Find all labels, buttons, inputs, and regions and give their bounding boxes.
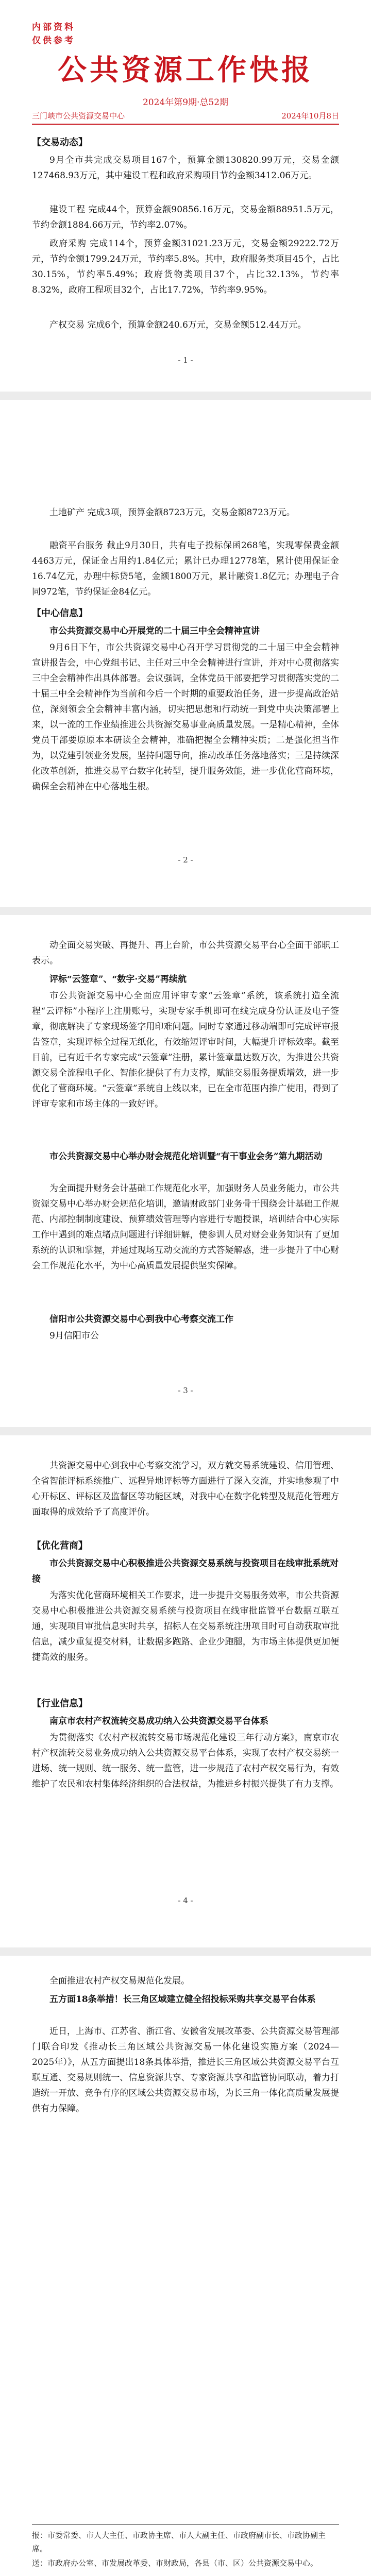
publisher-row <box>32 110 339 121</box>
paragraph: 9月信阳市公 <box>49 1331 99 1341</box>
publish-date: 2024年10月8日 <box>281 111 339 121</box>
article-heading: 信阳市公共资源交易中心到我中心考察交流工作 <box>49 1314 233 1325</box>
paragraph: 共资源交易中心到我中心考察交流学习，双方就交易系统建设、信用管理、全省智能评标系统推广、远程异地评标等方面进行了深入交流，并实地参观了中心开标区、评标区及监督区等功能区域，对我中心在数字化转型及规范化管理方面取得的成效给予了高度评价。 <box>32 1461 339 1517</box>
publisher: 三门峡市公共资源交易中心 <box>32 111 125 121</box>
paragraph: 9月全市共完成交易项目167个，预算金额130820.99万元，交易金额127468.93万元，其中建设工程和政府采购项目节约金额3412.06万元。 <box>32 155 339 181</box>
report-to: 报：市委常委、市人大主任、市政协主席、市人大副主任、市政府副市长、市政协副主席。 <box>32 2531 326 2553</box>
section-title: 【行业信息】 <box>32 1698 88 1709</box>
page-3 <box>0 922 371 1437</box>
page-number: - 3 - <box>178 1386 193 1395</box>
page-separator <box>0 907 371 915</box>
article-heading: 五方面18条举措！长三角区域建立健全招投标采购共享交易平台体系 <box>49 1994 316 2005</box>
page-5 <box>0 1958 371 2576</box>
paragraph: 全面推进农村产权交易规范化发展。 <box>49 1976 190 1986</box>
copy-to: 送：市政府办公室、市发展改革委、市财政局，各县（市、区）公共资源交易中心。 <box>32 2558 318 2568</box>
issue-number: 2024年第9期·总52期 <box>142 97 229 108</box>
paragraph: 为落实优化营商环境相关工作要求，进一步提升交易服务效率，市公共资源交易中心积极推进公共资源交易系统与投资项目在线审批监管平台数据互联互通，实现项目审批信息实时共享，招标人在交易系统注册项目时可自动获取审批信息，减少重复提交材料，让数据多跑路、企业少跑腿，为市场主体提供更加便捷高效的服务。 <box>32 1590 339 1663</box>
article-heading: 市公共资源交易中心举办财会规范化培训暨“有干事业会务”第九期活动 <box>49 1151 323 1162</box>
header-divider <box>32 124 339 125</box>
article-heading: 评标“云签章”、“数字·交易”再续航 <box>49 974 187 985</box>
paragraph: 为贯彻落实《农村产权流转交易市场规范化建设三年行动方案》，南京市农村产权流转交易业务成功纳入公共资源交易平台体系，实现了农村产权交易统一进场、统一规则、统一服务、统一监管，进一步规范了农村产权交易行为，有效维护了农民和农村集体经济组织的合法权益，为推进乡村振兴提供了有力支撑。 <box>32 1733 339 1789</box>
page-separator <box>0 1427 371 1435</box>
paragraph: 9月6日下午，市公共资源交易中心召开学习贯彻党的二十届三中全会精神宣讲报告会，中心党组书记、主任对三中全会精神进行宣讲，并对中心贯彻落实三中全会精神作出具体部署。会议强调，全体党员干部要把学习贯彻落实党的二十届三中全会精神作为当前和今后一个时期的重要政治任务，进一步提高政治站位，深刻领会全会精神丰富内涵，切实把思想和行动统一到党中央决策部署上来，以一流的工作业绩推进公共资源交易事业高质量发展。一是精心精神，全体党员干部要原原本本研读全会精神，准确把握全会精神实质；二是强化担当作为，以党建引领业务发展，坚持问题导向，推动改革任务落地落实；三是持续深化改革创新，推进交易平台数字化转型，提升服务效能，进一步优化营商环境，确保全会精神在中心落地生根。 <box>32 642 339 792</box>
paragraph: 产权交易 完成6个，预算金额240.6万元，交易金额512.44万元。 <box>49 320 307 330</box>
footer-divider <box>32 2524 339 2525</box>
paragraph: 政府采购 完成114个，预算金额31021.23万元，交易金额29222.72万元，节约金额1799.24万元，节约率5.8%。其中，政府服务类项目45个，占比30.15%，节约率5.49%；政府货物类项目37个，占比32.13%，节约率8.32%，政府工程项目32个，占比17.72%，节约率9.95%。 <box>32 239 339 295</box>
article-heading: 市公共资源交易中心积极推进公共资源交易系统与投资项目在线审批系统对接 <box>32 1558 339 1584</box>
paragraph: 建设工程 完成44个，预算金额90856.16万元，交易金额88951.5万元，节约金额1884.66万元，节约率2.07%。 <box>32 205 339 230</box>
paragraph: 动全面交易突破、再提升、再上台阶，市公共资源交易平台心全面干部职工表示。 <box>32 940 339 966</box>
section-title: 【交易动态】 <box>32 137 88 148</box>
paragraph: 近日，上海市、江苏省、浙江省、安徽省发展改革委、公共资源交易管理部门联合印发《推动长三角区域公共资源交易一体化建设实施方案（2024—2025年）》，从五方面提出18条具体举措，推进长三角区域公共资源交易平台互联互通、交易规则统一、信息资源共享、专家资源共享和监管协同联动，着力打造统一开放、竞争有序的区域公共资源交易市场，为长三角一体化高质量发展提供有力保障。 <box>32 2026 339 2114</box>
article-heading: 市公共资源交易中心开展党的二十届三中全会精神宣讲 <box>49 626 260 636</box>
page-4 <box>0 1443 371 1958</box>
internal-label: 内部资料 <box>32 22 75 32</box>
masthead-title: 公共资源工作快报 <box>58 53 313 87</box>
paragraph: 土地矿产 完成3项，预算金额8723万元，交易金额8723万元。 <box>49 507 295 518</box>
paragraph: 融资平台服务 截止9月30日，共有电子投标保函268笔，实现零保费金额4463万元，保证金占用约1.84亿元；累计已办理12778笔，累计使用保证金16.74亿元，办理中标贷5笔，金额1800万元，累计融资1.8亿元；办理电子合同972笔，节约保证金84亿元。 <box>32 540 339 597</box>
page-number: - 2 - <box>178 855 193 865</box>
page-separator <box>0 392 371 400</box>
reference-label: 仅供参考 <box>32 36 75 46</box>
page-separator <box>0 1947 371 1956</box>
paragraph: 为全面提升财务会计基础工作规范化水平，加强财务人员业务能力，市公共资源交易中心举办财会规范化培训，邀请财政部门业务骨干围绕会计基础工作规范、内部控制制度建设、预算绩效管理等内容进行专题授课，培训结合中心实际工作中遇到的难点堵点问题进行详细讲解，使参训人员对财会业务知识有了更加系统的认识和掌握，并通过现场互动交流的方式答疑解惑，进一步提升了中心财会工作规范化水平，为中心高质量发展提供坚实保障。 <box>32 1183 339 1271</box>
page-number: - 4 - <box>178 1896 193 1905</box>
section-title: 【中心信息】 <box>32 608 88 619</box>
paragraph: 市公共资源交易中心全面应用评审专家“云签章”系统，该系统打造全流程“云评标”小程序上注册账号，实现专家手机即可在线完成身份认证及电子签章，彻底解决了专家现场签字用印难问题。同时专家通过移动端即可完成评审报告签章，实现评标全过程无纸化，有效缩短评审时间，大幅提升评标效率。截至目前，已有近千名专家完成“云签章”注册，累计签章量达数万次，为推进公共资源交易全流程电子化、智能化提供了有力支撑，赋能交易服务提质增效，进一步优化了营商环境。“云签章”系统自上线以来，已在全市范围内推广使用，得到了评审专家和市场主体的一致好评。 <box>32 991 339 1109</box>
page-2 <box>0 402 371 917</box>
section-title: 【优化营商】 <box>32 1540 88 1551</box>
page-number: - 1 - <box>178 355 193 365</box>
article-heading: 南京市农村产权流转交易成功纳入公共资源交易平台体系 <box>49 1716 268 1726</box>
